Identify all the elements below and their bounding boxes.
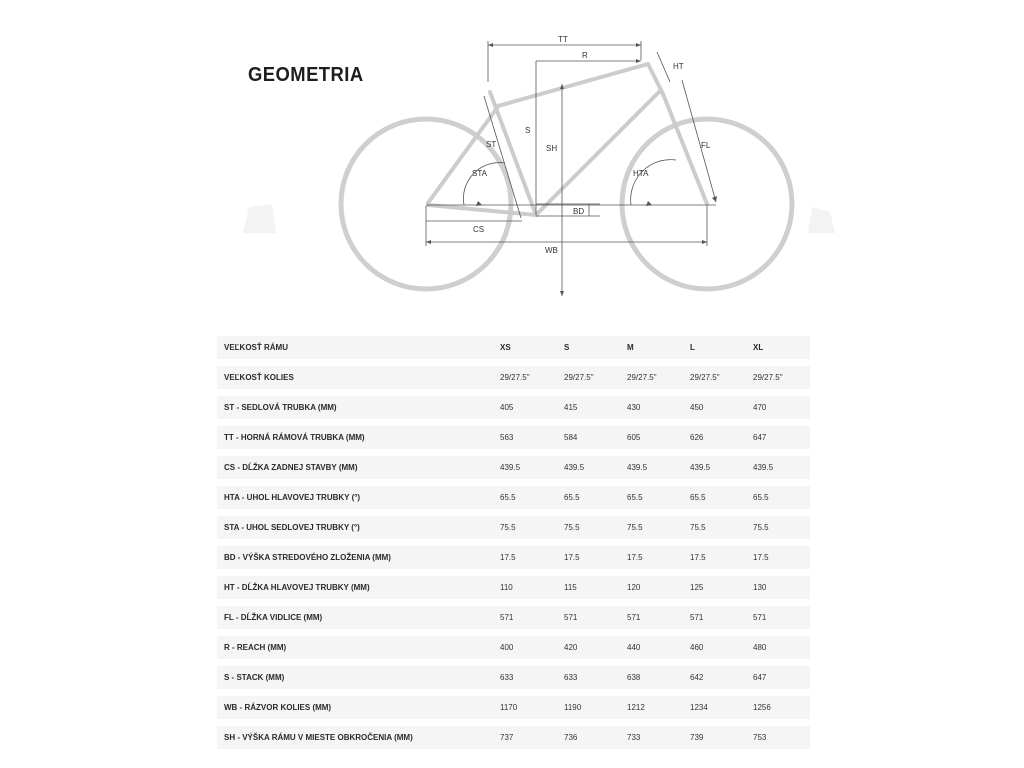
row-value: 633 [564,673,578,682]
row-value: 115 [564,583,577,592]
row-value: 1234 [690,703,708,712]
row-value: 65.5 [500,493,516,502]
header-size-m: M [627,343,634,352]
label-st: ST [486,140,497,149]
row-value: 1190 [564,703,582,712]
dimension-arrows [426,43,717,296]
row-value: 439.5 [500,463,521,472]
row-label: BD - VÝŠKA STREDOVÉHO ZLOŽENIA (MM) [224,553,391,562]
geometry-table [217,334,810,754]
label-bd: BD [573,207,585,216]
row-label: CS - DĹŽKA ZADNEJ STAVBY (MM) [224,463,358,472]
label-sh: SH [546,144,558,153]
row-value: 75.5 [500,523,516,532]
row-value: 17.5 [753,553,769,562]
header-label: VEĽKOSŤ RÁMU [224,343,288,352]
row-value: 647 [753,433,767,442]
row-value: 405 [500,403,514,412]
background-shape-left [243,204,276,233]
row-value: 65.5 [690,493,706,502]
row-value: 29/27.5" [564,373,594,382]
row-value: 736 [564,733,578,742]
table-row [217,544,810,574]
table-row [217,424,810,454]
row-value: 439.5 [690,463,711,472]
table-row [217,454,810,484]
row-value: 571 [753,613,767,622]
row-value: 626 [690,433,704,442]
row-value: 460 [690,643,704,652]
row-value: 29/27.5" [753,373,783,382]
table-row [217,694,810,724]
row-value: 17.5 [627,553,643,562]
table-row [217,514,810,544]
row-label: S - STACK (MM) [224,673,285,682]
row-value: 430 [627,403,641,412]
row-value: 642 [690,673,704,682]
row-value: 439.5 [753,463,774,472]
row-value: 29/27.5" [500,373,530,382]
table-row [217,634,810,664]
label-s: S [525,126,531,135]
row-label: TT - HORNÁ RÁMOVÁ TRUBKA (MM) [224,433,365,442]
row-value: 439.5 [564,463,585,472]
table-row [217,574,810,604]
row-value: 605 [627,433,641,442]
label-wb: WB [545,246,558,255]
row-value: 1256 [753,703,771,712]
header-size-s: S [564,343,570,352]
head-tube [648,64,663,94]
row-value: 739 [690,733,704,742]
row-value: 563 [500,433,514,442]
row-value: 1212 [627,703,645,712]
row-value: 65.5 [564,493,580,502]
table-row [217,724,810,754]
label-r: R [582,51,588,60]
row-value: 753 [753,733,767,742]
row-value: 400 [500,643,514,652]
row-label: SH - VÝŠKA RÁMU V MIESTE OBKROČENIA (MM) [224,733,413,742]
row-value: 470 [753,403,767,412]
label-cs: CS [473,225,485,234]
row-value: 571 [500,613,514,622]
row-value: 647 [753,673,767,682]
row-label: WB - RÁZVOR KOLIES (MM) [224,703,332,712]
row-label: HT - DĹŽKA HLAVOVEJ TRUBKY (MM) [224,583,370,592]
row-value: 584 [564,433,578,442]
table-header-row [217,334,810,364]
row-value: 737 [500,733,514,742]
label-tt: TT [558,35,568,44]
header-size-l: L [690,343,695,352]
row-value: 633 [500,673,514,682]
table-row [217,664,810,694]
row-value: 1170 [500,703,518,712]
row-value: 130 [753,583,767,592]
row-value: 638 [627,673,641,682]
row-label: R - REACH (MM) [224,643,287,652]
row-value: 110 [500,583,513,592]
row-value: 480 [753,643,767,652]
row-value: 17.5 [690,553,706,562]
table-row [217,604,810,634]
row-value: 415 [564,403,578,412]
row-label: HTA - UHOL HLAVOVEJ TRUBKY (°) [224,493,361,502]
row-value: 75.5 [564,523,580,532]
row-value: 571 [564,613,578,622]
row-value: 125 [690,583,704,592]
dimension-lines [426,41,716,296]
row-label: FL - DĹŽKA VIDLICE (MM) [224,613,323,622]
row-value: 439.5 [627,463,648,472]
row-label: ST - SEDLOVÁ TRUBKA (MM) [224,403,337,412]
header-size-xl: XL [753,343,764,352]
row-value: 29/27.5" [690,373,720,382]
row-value: 571 [627,613,641,622]
bike-frame [428,64,707,215]
table-row [217,364,810,394]
row-value: 75.5 [690,523,706,532]
row-value: 420 [564,643,578,652]
row-value: 17.5 [564,553,580,562]
row-value: 440 [627,643,641,652]
row-value: 65.5 [627,493,643,502]
label-sta: STA [472,169,487,178]
row-value: 450 [690,403,704,412]
row-label: VEĽKOSŤ KOLIES [224,373,294,382]
row-value: 65.5 [753,493,769,502]
row-value: 571 [690,613,704,622]
table-row [217,394,810,424]
row-value: 29/27.5" [627,373,657,382]
table-body [217,364,810,754]
row-value: 17.5 [500,553,516,562]
label-hta: HTA [633,169,649,178]
label-ht: HT [673,62,684,71]
row-value: 120 [627,583,641,592]
header-size-xs: XS [500,343,511,352]
page-title: GEOMETRIA [248,64,364,86]
row-value: 75.5 [627,523,643,532]
row-value: 75.5 [753,523,769,532]
table-row [217,484,810,514]
background-shape-right [808,207,835,233]
top-tube [498,64,648,106]
bike-geometry-diagram [0,0,1024,330]
row-value: 733 [627,733,641,742]
row-label: STA - UHOL SEDLOVEJ TRUBKY (°) [224,523,360,532]
label-fl: FL [701,141,711,150]
